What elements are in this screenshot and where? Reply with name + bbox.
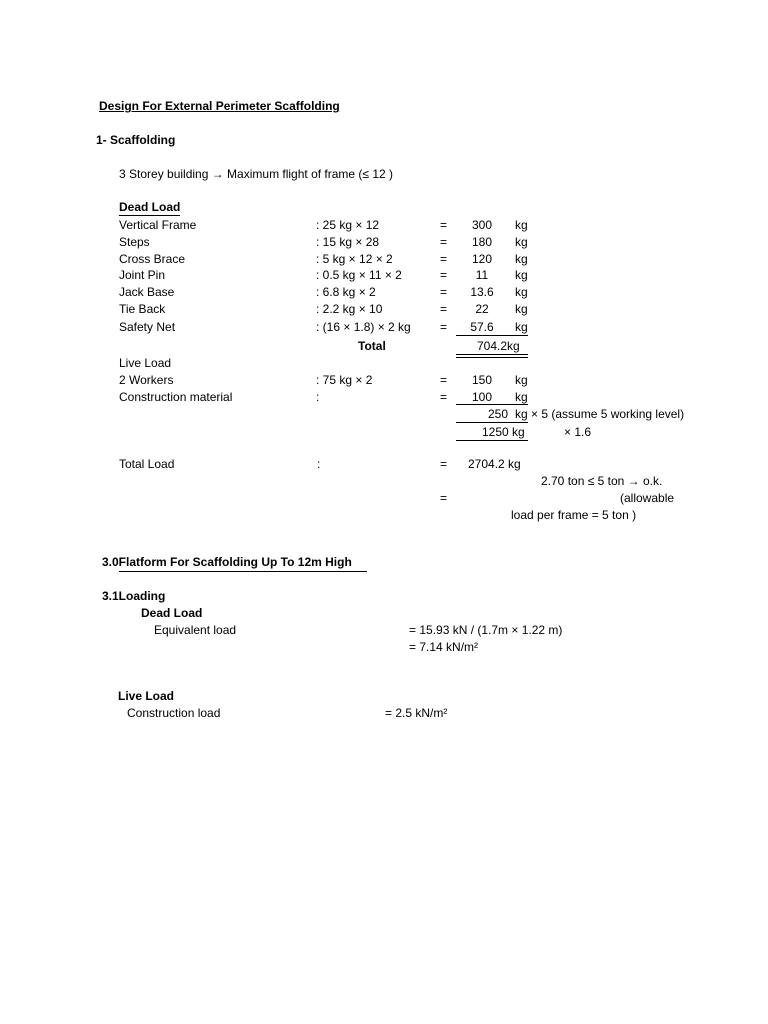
row-formula: : 5 kg × 12 × 2 (316, 252, 393, 266)
live-mult-note: × 1.6 (564, 425, 592, 439)
total-load-ton: 2.70 ton ≤ 5 ton → o.k. (541, 474, 663, 488)
row-label: Vertical Frame (119, 218, 197, 232)
row-unit: kg (515, 302, 528, 316)
equivalent-load-label: Equivalent load (154, 623, 237, 637)
row-unit: kg (515, 373, 528, 387)
row-unit: kg (515, 390, 528, 404)
row-equals: = (440, 285, 448, 299)
row-formula: : 2.2 kg × 10 (316, 302, 383, 316)
total-load-equals-2: = (440, 491, 448, 505)
row-equals: = (440, 390, 448, 404)
row-equals: = (440, 320, 448, 334)
total-load-equals: = (440, 457, 448, 471)
total-load-value: 2704.2 kg (468, 457, 521, 471)
section-1-heading: 1- Scaffolding (96, 133, 176, 147)
live-sum-value: 250 (487, 407, 508, 421)
total-double-line-2 (456, 357, 528, 358)
allowable-line-1: (allowable (620, 491, 675, 505)
row-formula: : (16 × 1.8) × 2 kg (316, 320, 411, 334)
row-unit: kg (515, 268, 528, 282)
section-3-1-live-load: Live Load (118, 689, 175, 703)
total-load-label: Total Load (119, 457, 175, 471)
row-formula: : 6.8 kg × 2 (316, 285, 376, 299)
construction-load-label: Construction load (127, 706, 221, 720)
live-load-heading: Live Load (119, 356, 172, 370)
row-value: 180 (471, 235, 493, 249)
construction-load-value: = 2.5 kN/m² (385, 706, 448, 720)
section-3-1-dead-load: Dead Load (141, 606, 203, 620)
live-sum-note: kg × 5 (assume 5 working level) (515, 407, 685, 421)
total-double-line-1 (456, 354, 528, 355)
row-value: 120 (471, 252, 493, 266)
row-value: 150 (471, 373, 493, 387)
row-value: 100 (471, 390, 493, 404)
row-value: 11 (475, 268, 489, 282)
row-label: Joint Pin (119, 268, 166, 282)
row-value: 57.6 (470, 320, 494, 334)
row-label: Tie Back (119, 302, 166, 316)
equivalent-load-formula: = 15.93 kN / (1.7m × 1.22 m) (409, 623, 563, 637)
section-3-underline (119, 571, 367, 572)
row-label: 2 Workers (119, 373, 174, 387)
intro-line: 3 Storey building → Maximum flight of frame (≤ 12 ) (119, 167, 394, 181)
dead-total-value: 704.2kg (477, 339, 520, 353)
live-sum-line (456, 404, 528, 405)
row-equals: = (440, 218, 448, 232)
row-formula: : 15 kg × 28 (316, 235, 380, 249)
row-unit: kg (515, 235, 528, 249)
row-label: Cross Brace (119, 252, 186, 266)
sum-line (456, 335, 528, 336)
row-value: 13.6 (470, 285, 494, 299)
row-formula: : 75 kg × 2 (316, 373, 373, 387)
row-formula: : 25 kg × 12 (316, 218, 380, 232)
row-equals: = (440, 268, 448, 282)
row-label: Steps (119, 235, 150, 249)
section-3-1-heading: 3.1Loading (102, 589, 166, 603)
row-equals: = (440, 373, 448, 387)
row-equals: = (440, 252, 448, 266)
allowable-line-2: load per frame = 5 ton ) (511, 508, 637, 522)
row-unit: kg (515, 285, 528, 299)
live-mult-value: 1250 kg (482, 425, 525, 439)
equivalent-load-result: = 7.14 kN/m² (409, 640, 479, 654)
dead-load-heading: Dead Load (119, 200, 181, 214)
section-3-heading: 3.0Flatform For Scaffolding Up To 12m High (102, 555, 352, 569)
row-label: Jack Base (119, 285, 175, 299)
row-unit: kg (515, 252, 528, 266)
document-title: Design For External Perimeter Scaffolding (99, 99, 340, 113)
live-mult-line (456, 422, 528, 423)
dead-load-underline (119, 215, 180, 216)
row-label: Safety Net (119, 320, 176, 334)
row-equals: = (440, 235, 448, 249)
row-formula: : (316, 390, 320, 404)
row-unit: kg (515, 320, 528, 334)
row-value: 22 (475, 302, 489, 316)
total-load-colon: : (317, 457, 321, 471)
row-value: 300 (471, 218, 493, 232)
row-label: Construction material (119, 390, 233, 404)
row-formula: : 0.5 kg × 11 × 2 (316, 268, 402, 282)
dead-total-label: Total (358, 339, 386, 353)
row-equals: = (440, 302, 448, 316)
live-mult-underline (456, 440, 528, 441)
row-unit: kg (515, 218, 528, 232)
